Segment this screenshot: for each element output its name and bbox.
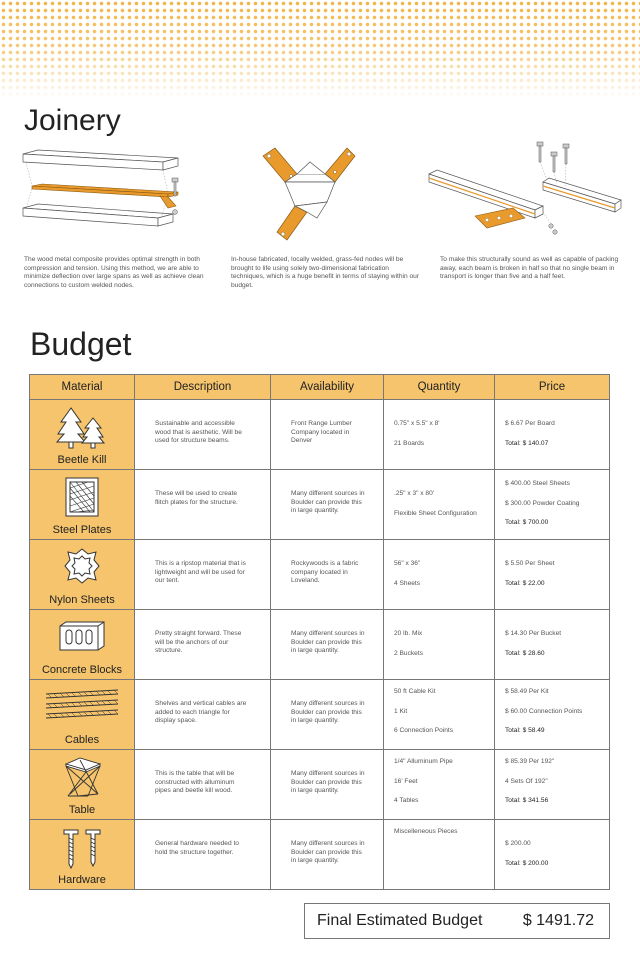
table-row: [30, 750, 610, 820]
quantity-line: .25" x 3" x 80': [394, 490, 435, 497]
table-row: [30, 610, 610, 680]
quantity-line: Miscelleneous Pieces: [394, 828, 458, 835]
material-cell: [30, 750, 135, 820]
quantity-cell: [384, 540, 495, 610]
price-line: $ 400.00 Steel Sheets: [505, 480, 570, 487]
quantity-line: 20 lb. Mix: [394, 630, 423, 637]
availability-cell: [271, 540, 384, 610]
material-name: Steel Plates: [52, 524, 112, 537]
price-line: 4 Sets Of 192": [505, 777, 548, 785]
steel-plate-icon: [62, 476, 102, 520]
row-total: Total: $ 200.00: [505, 859, 549, 867]
availability-cell: [271, 680, 384, 750]
quantity-line: 0.75" x 5.5" x 8': [394, 420, 440, 427]
table-row: [30, 470, 610, 540]
description-cell: [135, 470, 271, 540]
description-text: Sustainable and accessible wood that is aesthetic. Will be used for structure beams.: [155, 420, 242, 445]
material-cell: [30, 400, 135, 470]
header-dot-pattern: [0, 0, 640, 100]
header-availability: Availability: [271, 375, 384, 400]
description-text: Pretty straight forward. These will be the anchors of our structure.: [155, 630, 242, 655]
availability-text: Many different sources in Boulder can provide this in large quantity.: [291, 700, 365, 725]
row-total: Total: $ 28.60: [505, 649, 545, 657]
price-cell: [495, 820, 610, 890]
cable-icon: [44, 686, 120, 722]
material-cell: [30, 470, 135, 540]
availability-cell: [271, 470, 384, 540]
price-line: $ 300.00 Powder Coating: [505, 499, 580, 507]
row-total: Total: $ 140.07: [505, 439, 549, 447]
header-quantity: Quantity: [384, 375, 495, 400]
description-text: General hardware needed to hold the structure together.: [155, 840, 239, 856]
quantity-cell: [384, 400, 495, 470]
price-line: $ 60.00 Connection Points: [505, 707, 583, 715]
header-material: Material: [30, 375, 135, 400]
row-total: Total: $ 58.49: [505, 727, 545, 735]
final-budget-value: $ 1491.72: [522, 912, 594, 929]
welded-node-illustration: [255, 142, 365, 246]
budget-table: [29, 374, 610, 890]
description-cell: [135, 680, 271, 750]
price-line: $ 200.00: [505, 840, 531, 847]
price-cell: [495, 470, 610, 540]
material-name: Beetle Kill: [57, 454, 107, 467]
description-cell: [135, 610, 271, 680]
availability-text: Many different sources in Boulder can provide this in large quantity.: [291, 840, 365, 865]
quantity-cell: [384, 610, 495, 680]
material-name: Nylon Sheets: [49, 594, 115, 607]
quantity-cell: [384, 820, 495, 890]
material-cell: [30, 680, 135, 750]
composite-beam-illustration: [18, 146, 198, 242]
concrete-block-icon: [56, 616, 108, 656]
availability-text: Front Range Lumber Company located in Denver: [291, 420, 352, 445]
row-total: Total: $ 341.56: [505, 797, 549, 805]
quantity-line: 1/4" Alluminum Pipe: [394, 758, 453, 765]
nylon-sheet-icon: [62, 546, 102, 586]
quantity-cell: [384, 680, 495, 750]
final-budget-label: Final Estimated Budget: [317, 912, 483, 929]
final-budget-box: [304, 903, 610, 939]
header-description: Description: [135, 375, 271, 400]
quantity-line: 21 Boards: [394, 439, 425, 447]
price-cell: [495, 400, 610, 470]
quantity-line: 1 Kit: [394, 707, 408, 715]
joinery-caption-3: To make this structurally sound as well as capable of packing away, each beam is broken in half so that no single beam in transport is longer than five and a half feet.: [440, 256, 619, 281]
beam-splice-illustration: [425, 140, 625, 244]
quantity-line: 50 ft Cable Kit: [394, 688, 436, 695]
table-row: [30, 540, 610, 610]
availability-cell: [271, 400, 384, 470]
description-cell: [135, 400, 271, 470]
description-cell: [135, 540, 271, 610]
table-icon: [58, 756, 106, 800]
availability-cell: [271, 610, 384, 680]
availability-text: Many different sources in Boulder can provide this in large quantity.: [291, 630, 365, 655]
table-row: [30, 680, 610, 750]
joinery-caption-2: In-house fabricated, locally welded, grass-fed nodes will be brought to life using solely two-dimensional fabrication techniques, which is a huge benefit in terms of staying within our budget.: [231, 256, 420, 289]
price-line: $ 58.49 Per Kit: [505, 688, 549, 695]
availability-cell: [271, 820, 384, 890]
joinery-heading: Joinery: [24, 104, 121, 137]
table-row: [30, 400, 610, 470]
quantity-line: 16' Feet: [394, 777, 418, 785]
row-total: Total: $ 22.00: [505, 579, 545, 587]
price-cell: [495, 540, 610, 610]
budget-header-row: [30, 375, 610, 400]
quantity-line: 6 Connection Points: [394, 727, 454, 735]
description-cell: [135, 820, 271, 890]
material-name: Hardware: [58, 874, 106, 887]
header-price: Price: [495, 375, 610, 400]
quantity-line: Flexible Sheet Configuration: [394, 509, 477, 517]
description-cell: [135, 750, 271, 820]
trees-icon: [55, 406, 109, 450]
quantity-cell: [384, 750, 495, 820]
quantity-line: 4 Sheets: [394, 579, 421, 587]
price-line: $ 85.39 Per 192": [505, 758, 555, 765]
availability-text: Many different sources in Boulder can provide this in large quantity.: [291, 770, 365, 795]
quantity-cell: [384, 470, 495, 540]
description-text: These will be used to create flitch plates for the structure.: [155, 490, 238, 506]
material-name: Cables: [64, 734, 100, 747]
availability-text: Rockywoods is a fabric company located in Loveland.: [291, 560, 359, 585]
budget-heading: Budget: [30, 326, 132, 362]
description-text: This is a ripstop material that is lightweight and will be used for our tent.: [155, 560, 246, 585]
quantity-line: 2 Buckets: [394, 649, 423, 657]
table-row: [30, 820, 610, 890]
price-line: $ 5.50 Per Sheet: [505, 560, 555, 567]
description-text: Shelves and vertical cables are added to each triangle for display space.: [155, 700, 247, 725]
hardware-icon: [60, 826, 104, 870]
description-text: This is the table that will be constructed with alluminum pipes and beetle kill wood.: [155, 770, 235, 795]
price-cell: [495, 680, 610, 750]
material-cell: [30, 540, 135, 610]
material-name: Table: [68, 804, 96, 817]
availability-cell: [271, 750, 384, 820]
price-line: $ 6.67 Per Board: [505, 420, 555, 427]
quantity-line: 56" x 36": [394, 560, 421, 567]
row-total: Total: $ 700.00: [505, 519, 549, 527]
joinery-caption-1: The wood metal composite provides optimal strength in both compression and tension. Using this method, we are able to minimize deflection over large spans as well as achieve clean connections to custom welded nodes.: [24, 256, 204, 289]
price-line: $ 14.30 Per Bucket: [505, 630, 562, 637]
availability-text: Many different sources in Boulder can provide this in large quantity.: [291, 490, 365, 515]
quantity-line: 4 Tables: [394, 797, 419, 805]
material-cell: [30, 820, 135, 890]
price-cell: [495, 750, 610, 820]
material-cell: [30, 610, 135, 680]
material-name: Concrete Blocks: [41, 664, 123, 677]
price-cell: [495, 610, 610, 680]
